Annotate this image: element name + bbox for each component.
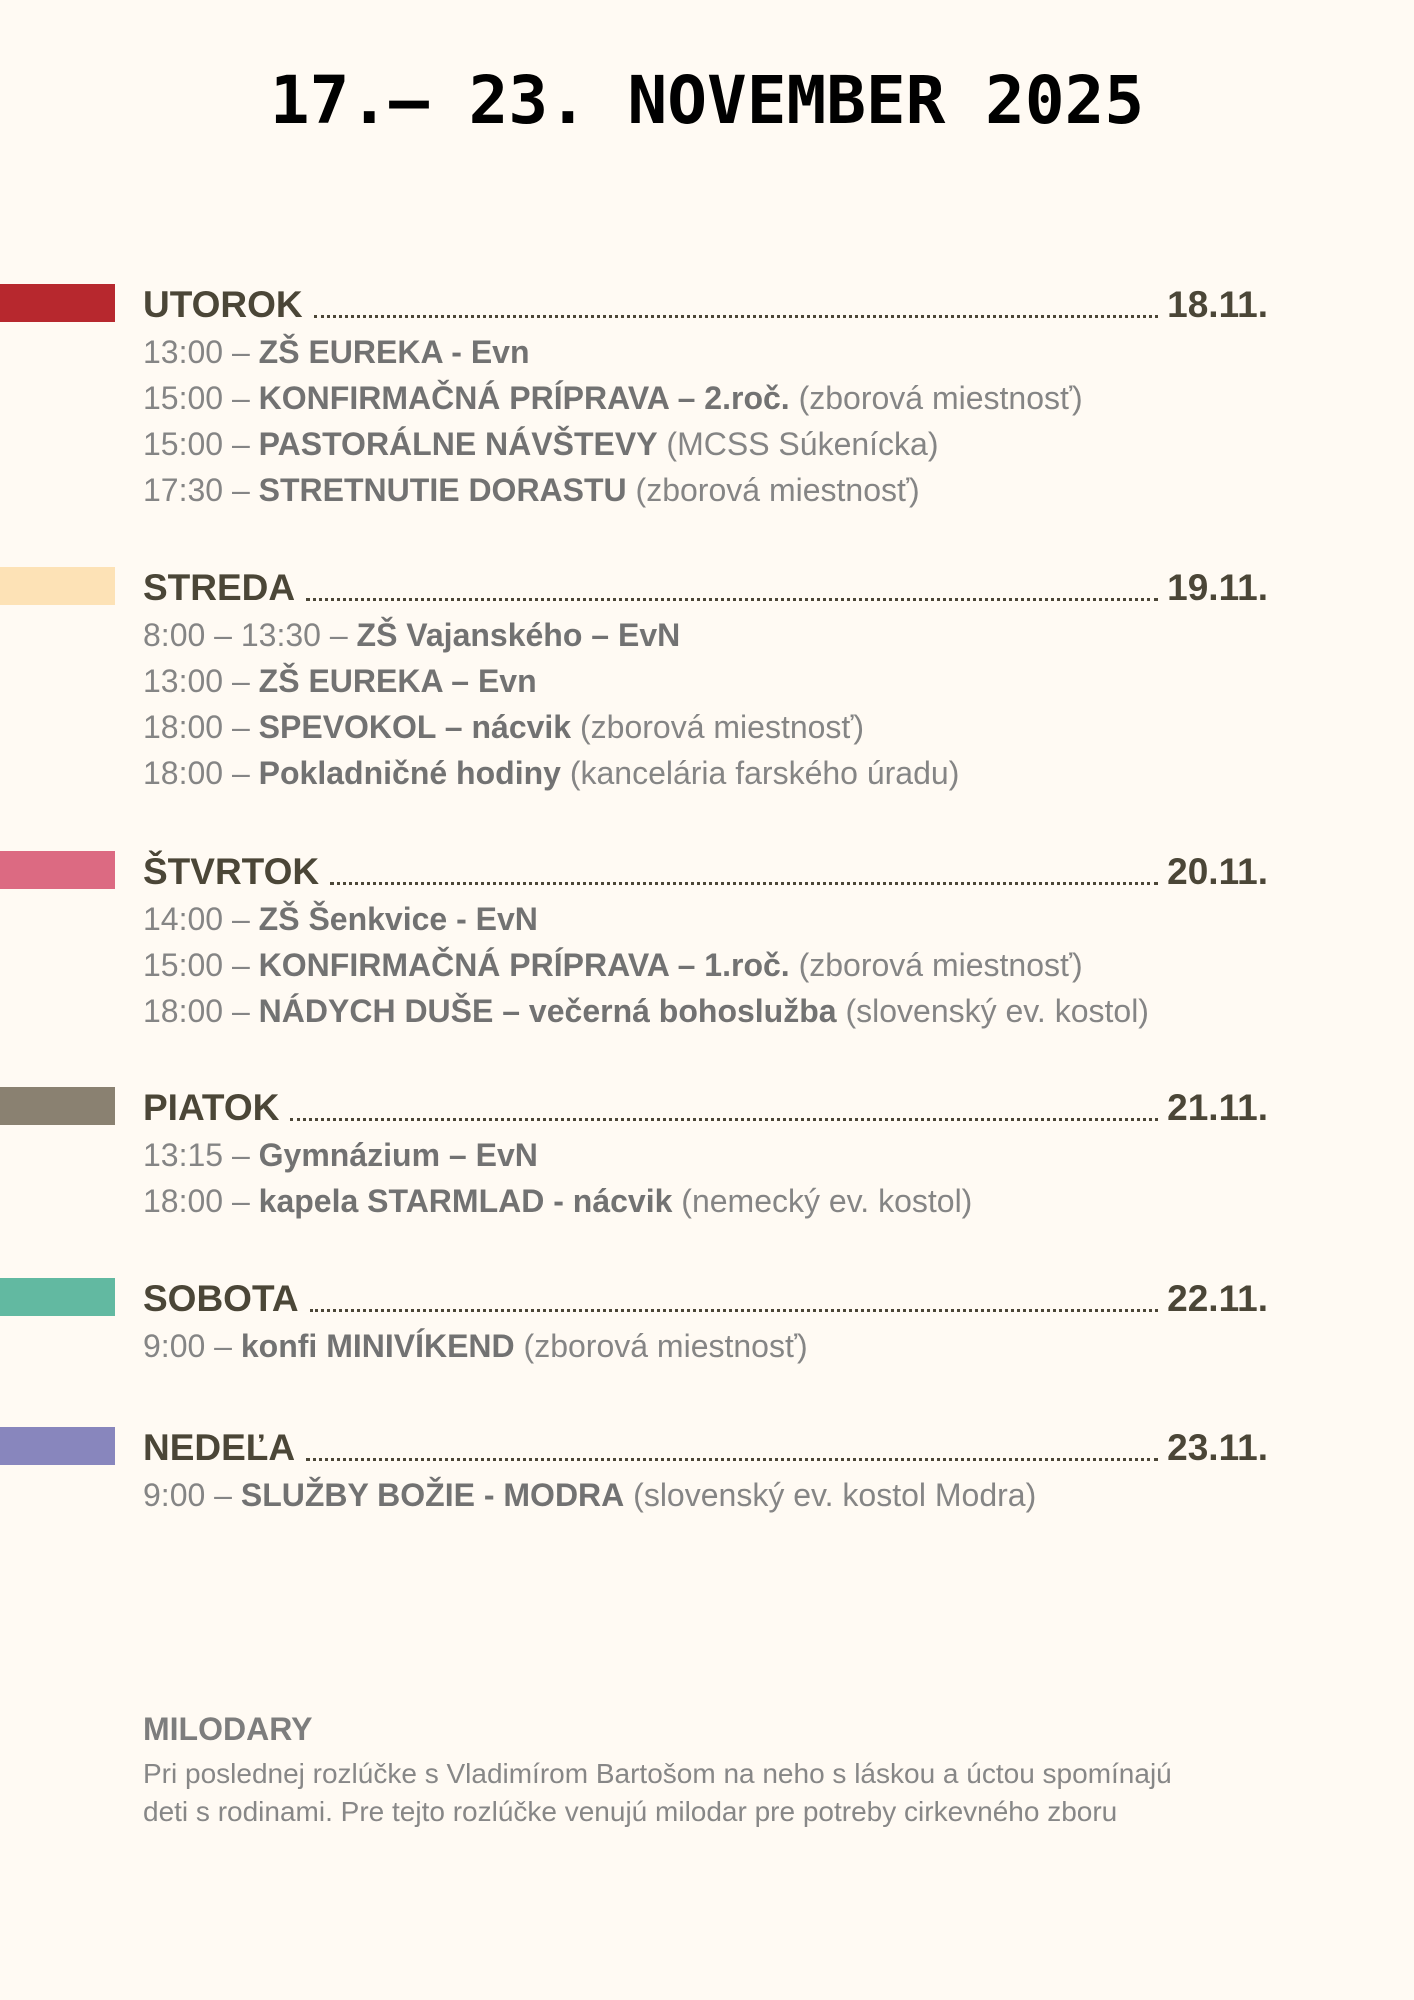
dot-leader [314,315,1159,318]
day-color-bar [0,851,115,889]
day-heading [143,1424,1268,1472]
event-time: 18:00 – [143,755,259,791]
event-location: (zborová miestnosť) [789,380,1083,416]
day-date: 20.11. [1167,851,1268,892]
day-heading [143,564,1268,612]
day-date: 22.11. [1167,1278,1268,1319]
day-name: ŠTVRTOK [143,851,320,892]
day-date: 18.11. [1167,284,1268,325]
day-date: 19.11. [1167,567,1268,608]
day-section [0,848,1414,1029]
event-line [143,1323,808,1369]
dot-leader [306,1458,1158,1461]
event-time: 9:00 – [143,1328,241,1364]
dot-leader [330,882,1158,885]
event-time: 14:00 – [143,901,259,937]
event-location: (kancelária farského úradu) [560,755,960,791]
event-line [143,467,1083,513]
event-line [143,375,1083,421]
event-title: KONFIRMAČNÁ PRÍPRAVA – 1.roč. [258,947,790,983]
donations-text-line: Pri poslednej rozlúčke s Vladimírom Bartošom na neho s láskou a úctou spomínajú [143,1758,1172,1789]
event-line [143,750,959,796]
event-title: NÁDYCH DUŠE – večerná bohoslužba [258,993,837,1029]
day-color-bar [0,567,115,605]
day-date: 23.11. [1167,1427,1268,1468]
donations-text-line: deti s rodinami. Pre tejto rozlúčke venujú milodar pre potreby cirkevného zboru [143,1796,1118,1827]
dot-leader [310,1309,1159,1312]
day-section [0,1424,1414,1513]
donations-text [143,1755,1172,1831]
event-title: PASTORÁLNE NÁVŠTEVY [258,426,658,462]
day-heading [143,848,1268,896]
event-line [143,896,1149,942]
donations-heading: MILODARY [143,1711,313,1747]
day-section [0,1275,1414,1364]
event-line [143,1132,972,1178]
event-title: ZŠ EUREKA - Evn [258,334,530,370]
dot-leader [306,598,1158,601]
day-name: STREDA [143,567,296,608]
event-title: Gymnázium – EvN [258,1137,538,1173]
event-location: (nemecký ev. kostol) [672,1183,973,1219]
day-name: SOBOTA [143,1278,299,1319]
event-title: SLUŽBY BOŽIE - MODRA [240,1477,625,1513]
event-line [143,329,1083,375]
event-title: Pokladničné hodiny [258,755,561,791]
event-title: SPEVOKOL – nácvik [258,709,572,745]
page-title: 17.– 23. NOVEMBER 2025 [269,62,1145,139]
event-time: 13:00 – [143,663,259,699]
event-time: 15:00 – [143,426,259,462]
event-list [143,1472,1036,1518]
event-line [143,942,1149,988]
event-list [143,896,1149,1034]
day-section [0,1084,1414,1219]
event-line [143,988,1149,1034]
day-color-bar [0,1278,115,1316]
dot-leader [290,1118,1158,1121]
event-location: (slovenský ev. kostol Modra) [624,1477,1037,1513]
event-time: 9:00 – [143,1477,241,1513]
day-name: NEDEĽA [143,1427,296,1468]
event-title: kapela STARMLAD - nácvik [258,1183,673,1219]
event-time: 18:00 – [143,1183,259,1219]
day-section [0,281,1414,508]
event-list [143,612,959,796]
day-heading [143,1084,1268,1132]
event-list [143,1323,808,1369]
event-time: 13:15 – [143,1137,259,1173]
event-list [143,1132,972,1224]
event-time: 15:00 – [143,380,259,416]
day-color-bar [0,284,115,322]
event-title: ZŠ Šenkvice - EvN [258,901,538,937]
event-line [143,658,959,704]
day-color-bar [0,1427,115,1465]
event-location: (zborová miestnosť) [571,709,865,745]
event-time: 8:00 – 13:30 – [143,617,357,653]
day-heading [143,281,1268,329]
day-color-bar [0,1087,115,1125]
event-title: ZŠ EUREKA – Evn [258,663,537,699]
event-line [143,1472,1036,1518]
event-location: (zborová miestnosť) [626,472,920,508]
event-line [143,612,959,658]
event-time: 15:00 – [143,947,259,983]
event-line [143,704,959,750]
event-line [143,421,1083,467]
day-name: PIATOK [143,1087,280,1128]
event-line [143,1178,972,1224]
event-title: ZŠ Vajanského – EvN [356,617,681,653]
event-location: (slovenský ev. kostol) [836,993,1149,1029]
event-time: 18:00 – [143,993,259,1029]
event-location: (zborová miestnosť) [789,947,1083,983]
event-time: 13:00 – [143,334,259,370]
event-list [143,329,1083,513]
day-name: UTOROK [143,284,303,325]
event-time: 18:00 – [143,709,259,745]
event-title: KONFIRMAČNÁ PRÍPRAVA – 2.roč. [258,380,790,416]
event-time: 17:30 – [143,472,259,508]
event-title: STRETNUTIE DORASTU [258,472,627,508]
day-section [0,564,1414,791]
event-location: (zborová miestnosť) [514,1328,808,1364]
event-location: (MCSS Súkenícka) [657,426,939,462]
event-title: konfi MINIVÍKEND [240,1328,515,1364]
day-heading [143,1275,1268,1323]
day-date: 21.11. [1167,1087,1268,1128]
